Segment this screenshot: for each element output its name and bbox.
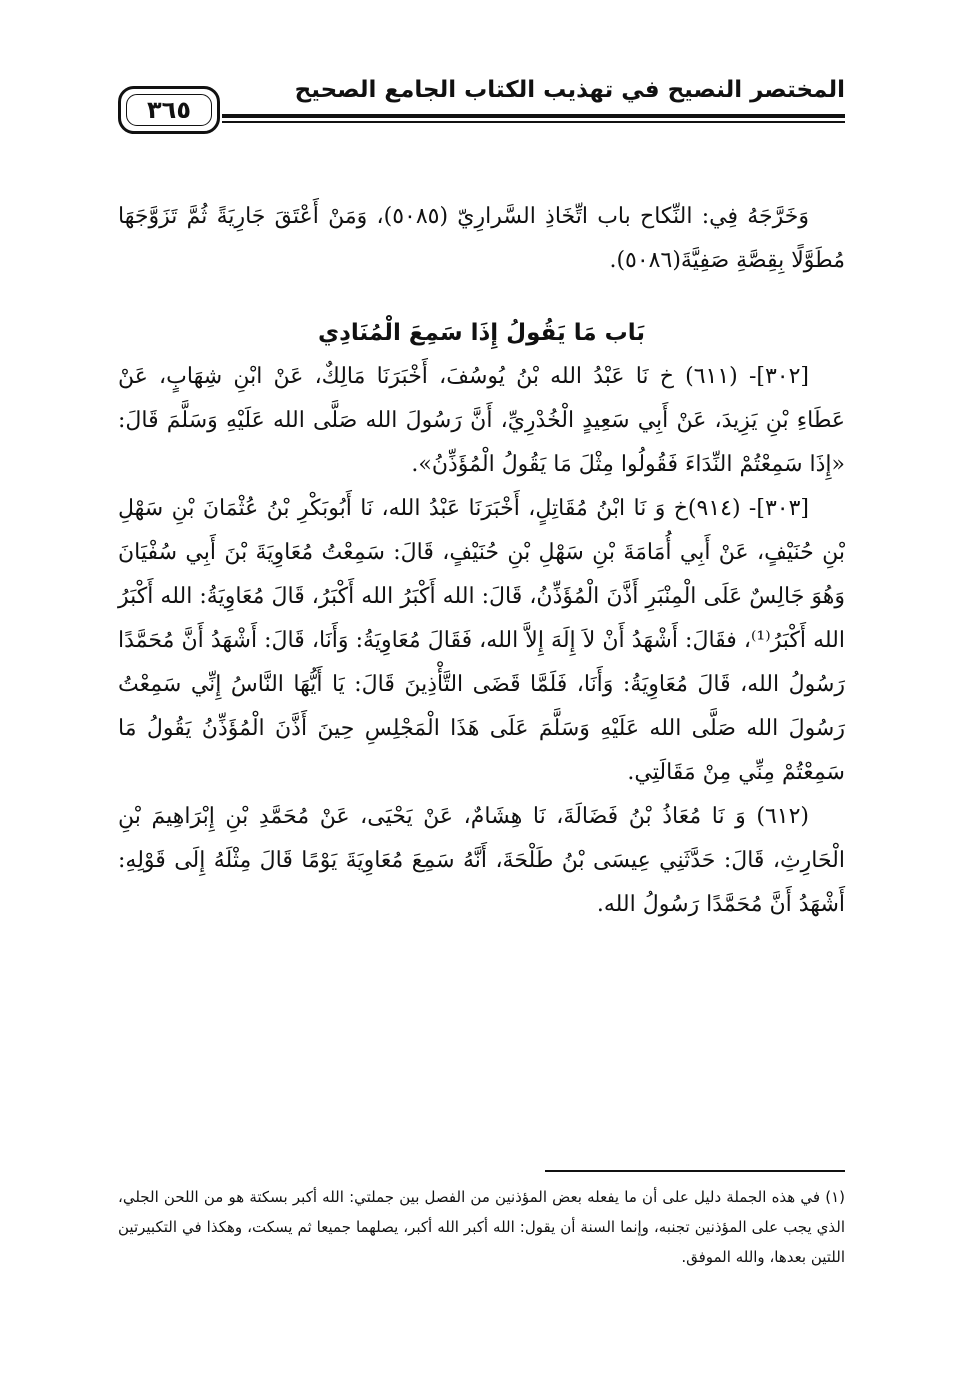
intro-paragraph: وَخَرَّجَهُ فِي: النِّكاح باب اتِّخَاذِ السَّرارِيّ (٥٠٨٥)، وَمَنْ أَعْتَقَ جَارِيَةً ثُمَّ تَزَوَّجَهَا مُطَوَّلًا بِقِصَّةِ صَفِيَّةَ(٥٠٨٦). — [118, 204, 845, 273]
page-number: ٣٦٥ — [118, 86, 220, 134]
hadith-303: [٣٠٣]- (٩١٤)خ وَ نَا ابْنُ مُقَاتِلٍ، أَخْبَرَنَا عَبْدُ الله، نَا أَبُوبَكْرِ بْنُ عُثْمَانَ بْنِ سَهْلِ بْنِ حُنَيْفٍ، عَنْ أَبِي أُمَامَةَ بْنِ سَهْلِ بْنِ حُنَيْفٍ، قَالَ: سَمِعْتُ مُعَاوِيَةَ بْنَ أَبِي سُفْيَانَ وَهُوَ جَالِسٌ عَلَى الْمِنْبَرِ أَذَّنَ الْمُؤَذِّنُ، قَالَ: الله أَكْبَرُ الله أَكْبَرُ، قَالَ مُعَاوِيَةُ: الله أَكْبَرُ الله أَكْبَرُ⁽¹⁾، فقَالَ: أَشْهَدُ أَنْ لاَ إِلَهَ إِلاَّ الله، فَقَالَ مُعَاوِيَةُ: وَأَنَا، قَالَ: أَشْهَدُ أَنَّ مُحَمَّدًا رَسُولُ الله، قَالَ مُعَاوِيَةُ: وَأَنَا، فَلَمَّا قَضَى التَّأْذِينَ قَالَ: يَا أَيُّهَا النَّاسُ إِنِّي سَمِعْتُ رَسُولَ الله صَلَّى الله عَلَيْهِ وَسَلَّمَ عَلَى هَذَا الْمَجْلِسِ حِينَ أَذَّنَ الْمُؤَذِّنُ يَقُولُ مَا سَمِعْتُمْ مِنِّي مِنْ مَقَالَتِي. — [118, 496, 845, 785]
footnote-divider — [545, 1170, 845, 1172]
chapter-heading: بَاب مَا يَقُولُ إِذَا سَمِعَ الْمُنَادِي — [317, 320, 646, 346]
header-rule-thick — [222, 114, 845, 118]
footnote-1: (١) في هذه الجملة دليل على أن ما يفعله بعض المؤذنين من الفصل بين جملتي: الله أكبر بسكتة هو من اللحن الجلي، الذي يجب على المؤذنين تجنبه، وإنما السنة أن يقول: الله أكبر الله أكبر، يصلهما جميعا ثم يسكت، وهكذا في التكبيرتين اللتين بعدها، والله الموفق. — [118, 1188, 845, 1266]
hadith-612: (٦١٢) وَ نَا مُعَاذُ بْنُ فَضَالَةَ، نَا هِشَامٌ، عَنْ يَحْيَى، عَنْ مُحَمَّدِ بْنِ إِبْرَاهِيمَ بْنِ الْحَارِثِ، قَالَ: حَدَّثَنِي عِيسَى بْنُ طَلْحَةَ، أَنَّهُ سَمِعَ مُعَاوِيَةَ يَوْمًا قَالَ مِثْلَهُ إِلَى قَوْلِهِ: أَشْهَدُ أَنَّ مُحَمَّدًا رَسُولُ الله. — [118, 804, 845, 917]
header-rule-thin — [222, 121, 845, 123]
running-title: المختصر النصيح في تهذيب الكتاب الجامع الصحيح — [294, 77, 845, 103]
footnotes — [118, 1182, 845, 1272]
hadith-302: [٣٠٢]- (٦١١) خ نَا عَبْدُ الله بْنُ يُوسُفَ، أَخْبَرَنَا مَالِكٌ، عَنْ ابْنِ شِهَابٍ، عَنْ عَطَاءِ بْنِ يَزِيدَ، عَنْ أَبِي سَعِيدٍ الْخُدْرِيِّ، أَنَّ رَسُولَ الله صَلَّى الله عَلَيْهِ وَسَلَّمَ قَالَ: «إِذَا سَمِعْتُمْ النِّدَاءَ فَقُولُوا مِثْلَ مَا يَقُولُ الْمُؤَذِّنُ». — [118, 364, 845, 477]
body-text — [118, 195, 845, 927]
